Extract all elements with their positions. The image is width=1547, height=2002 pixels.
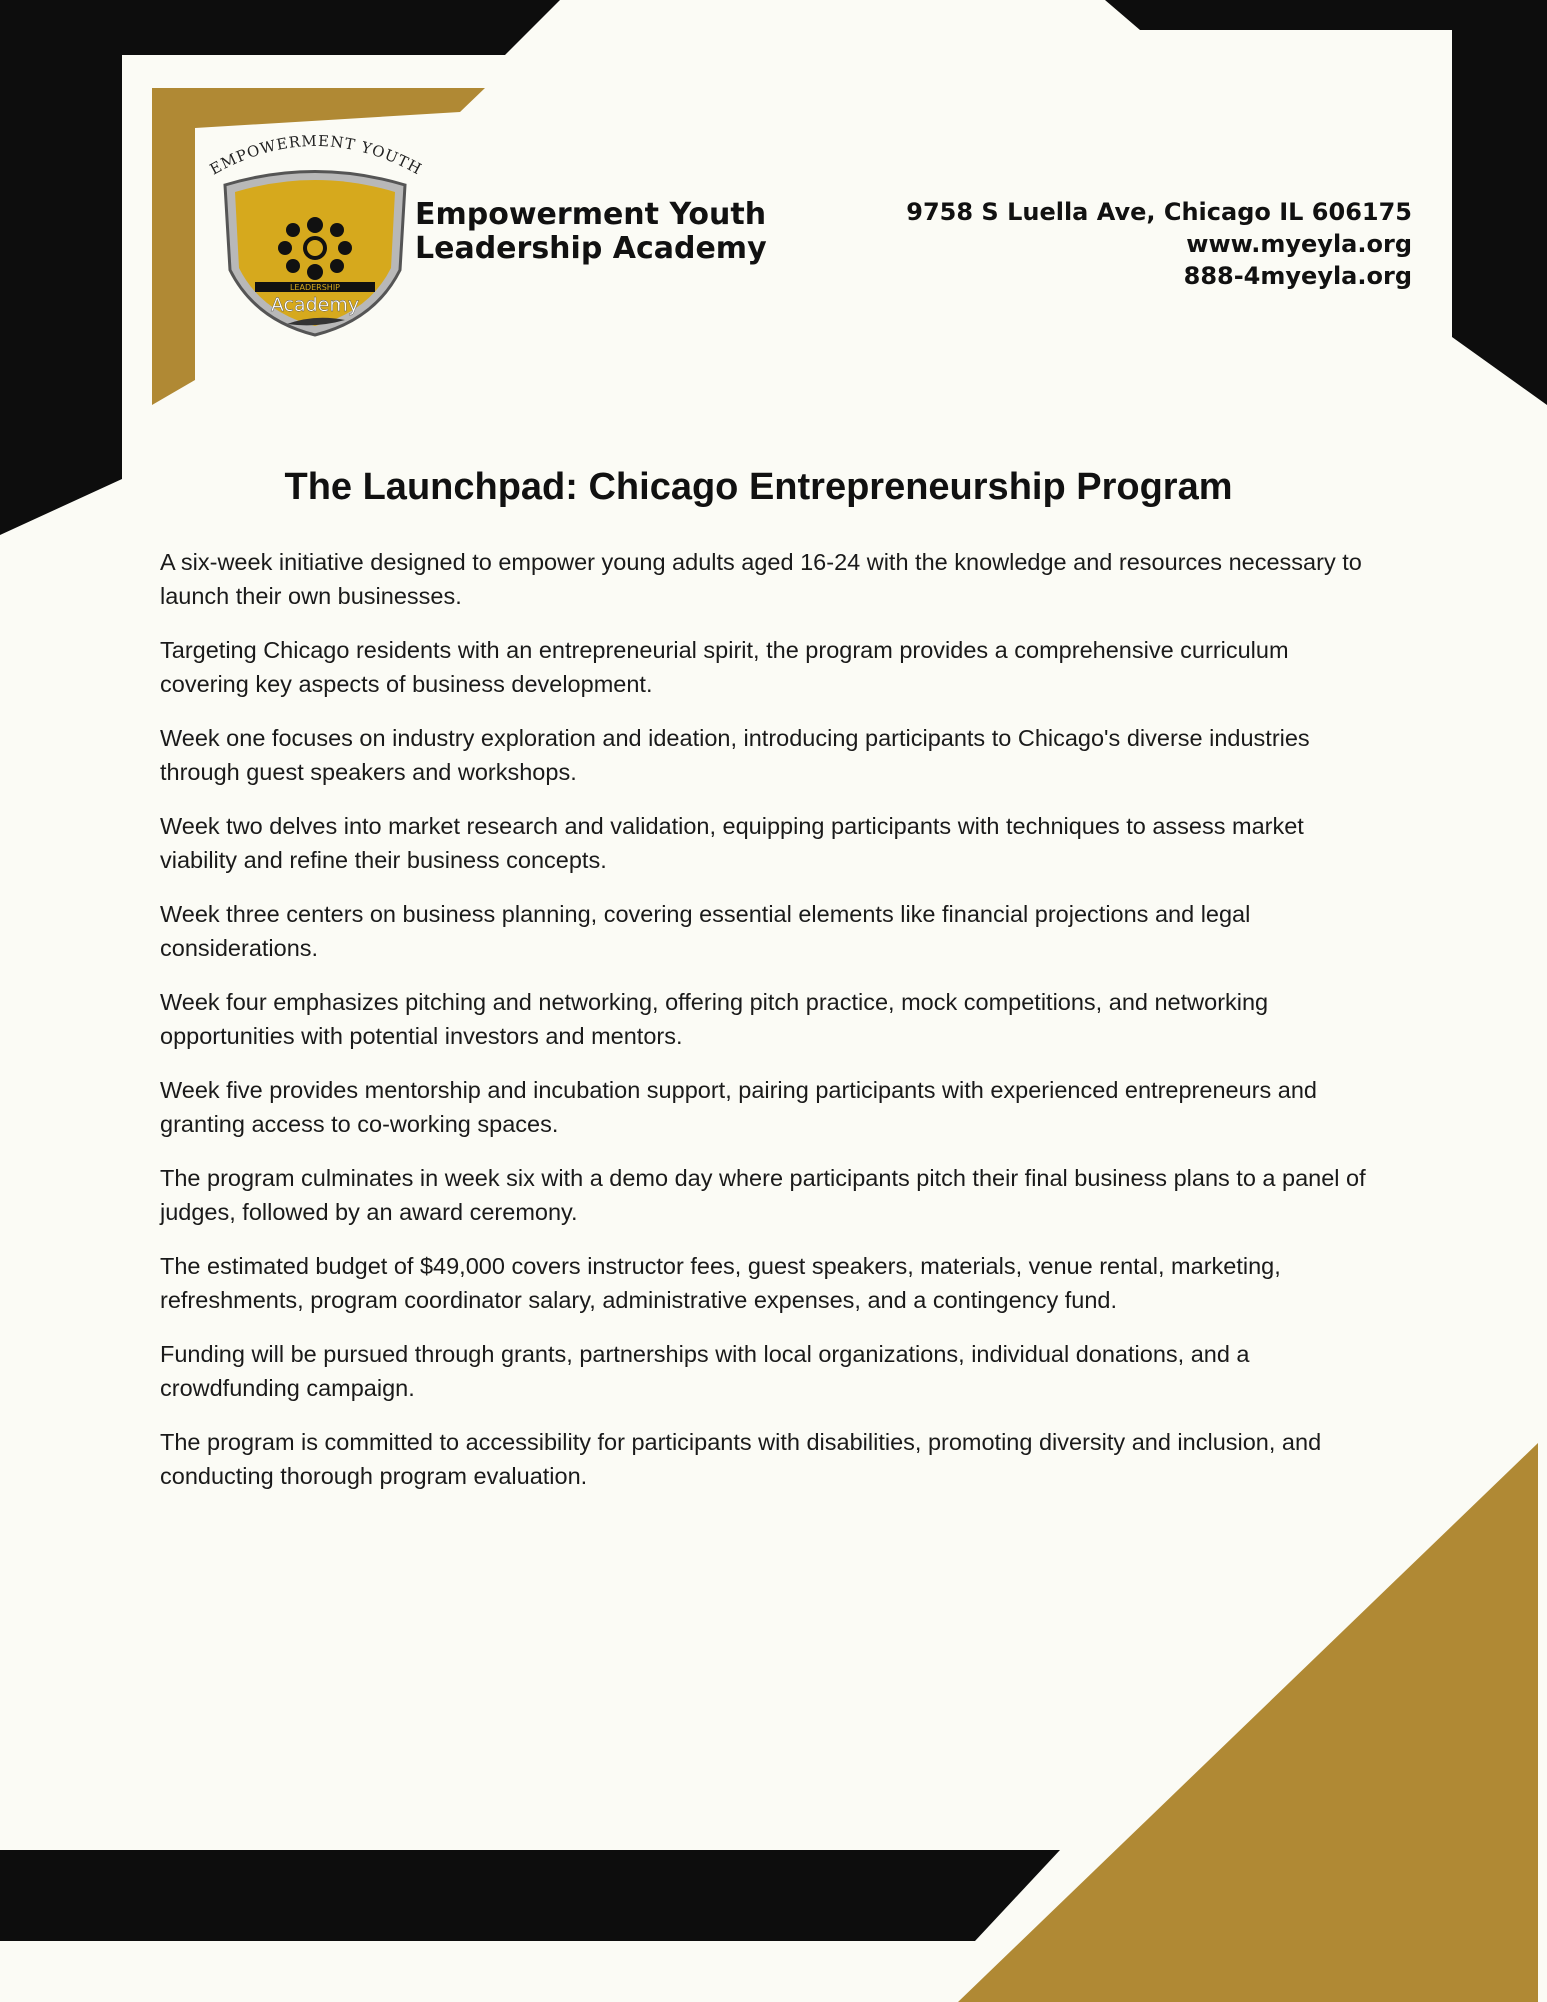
- paragraph-accessibility: The program is committed to accessibility for participants with disabilities, promoting diversity and inclusion, and conducting thorough program evaluation.: [160, 1429, 1322, 1489]
- paragraph-intro: A six-week initiative designed to empower young adults aged 16-24 with the knowledge and resources necessary to launch their own businesses.: [160, 549, 1362, 609]
- contact-website: www.myeyla.org: [1186, 230, 1412, 258]
- paragraph-week-two: Week two delves into market research and validation, equipping participants with techniques to assess market viability and refine their business concepts.: [160, 813, 1304, 873]
- academy-logo: [195, 130, 435, 340]
- paragraph-week-five: Week five provides mentorship and incubation support, pairing participants with experienced entrepreneurs and granting access to co-working spaces.: [160, 1077, 1317, 1137]
- contact-block: [906, 196, 1412, 292]
- document-body: [160, 545, 1370, 1513]
- logo-bottom-text: Academy: [270, 294, 360, 316]
- paragraph-week-three: Week three centers on business planning, covering essential elements like financial projections and legal considerations.: [160, 901, 1251, 961]
- paragraph-week-four: Week four emphasizes pitching and networking, offering pitch practice, mock competitions, and networking opportunities with potential investors and mentors.: [160, 989, 1269, 1049]
- logo-arc-text: EMPOWERMENT YOUTH: [206, 131, 426, 179]
- document-title: The Launchpad: Chicago Entrepreneurship Program: [284, 466, 1233, 508]
- paragraph-funding: Funding will be pursued through grants, partnerships with local organizations, individual donations, and a crowdfunding campaign.: [160, 1341, 1250, 1401]
- contact-phone: 888-4myeyla.org: [1183, 262, 1412, 290]
- logo-band-text: LEADERSHIP: [289, 283, 341, 292]
- paragraph-target: Targeting Chicago residents with an entrepreneurial spirit, the program provides a comprehensive curriculum covering key aspects of business development.: [160, 637, 1289, 697]
- org-name-line-2: Leadership Academy: [415, 231, 767, 266]
- contact-address: 9758 S Luella Ave, Chicago IL 606175: [906, 198, 1412, 226]
- paragraph-week-one: Week one focuses on industry exploration and ideation, introducing participants to Chicago's diverse industries through guest speakers and workshops.: [160, 725, 1310, 785]
- paragraph-week-six: The program culminates in week six with a demo day where participants pitch their final business plans to a panel of judges, followed by an award ceremony.: [160, 1165, 1366, 1225]
- org-name-line-1: Empowerment Youth: [415, 197, 767, 232]
- paragraph-budget: The estimated budget of $49,000 covers instructor fees, guest speakers, materials, venue rental, marketing, refreshments, program coordinator salary, administrative expenses, and a contingency fund.: [160, 1253, 1281, 1313]
- organization-name: [415, 198, 767, 266]
